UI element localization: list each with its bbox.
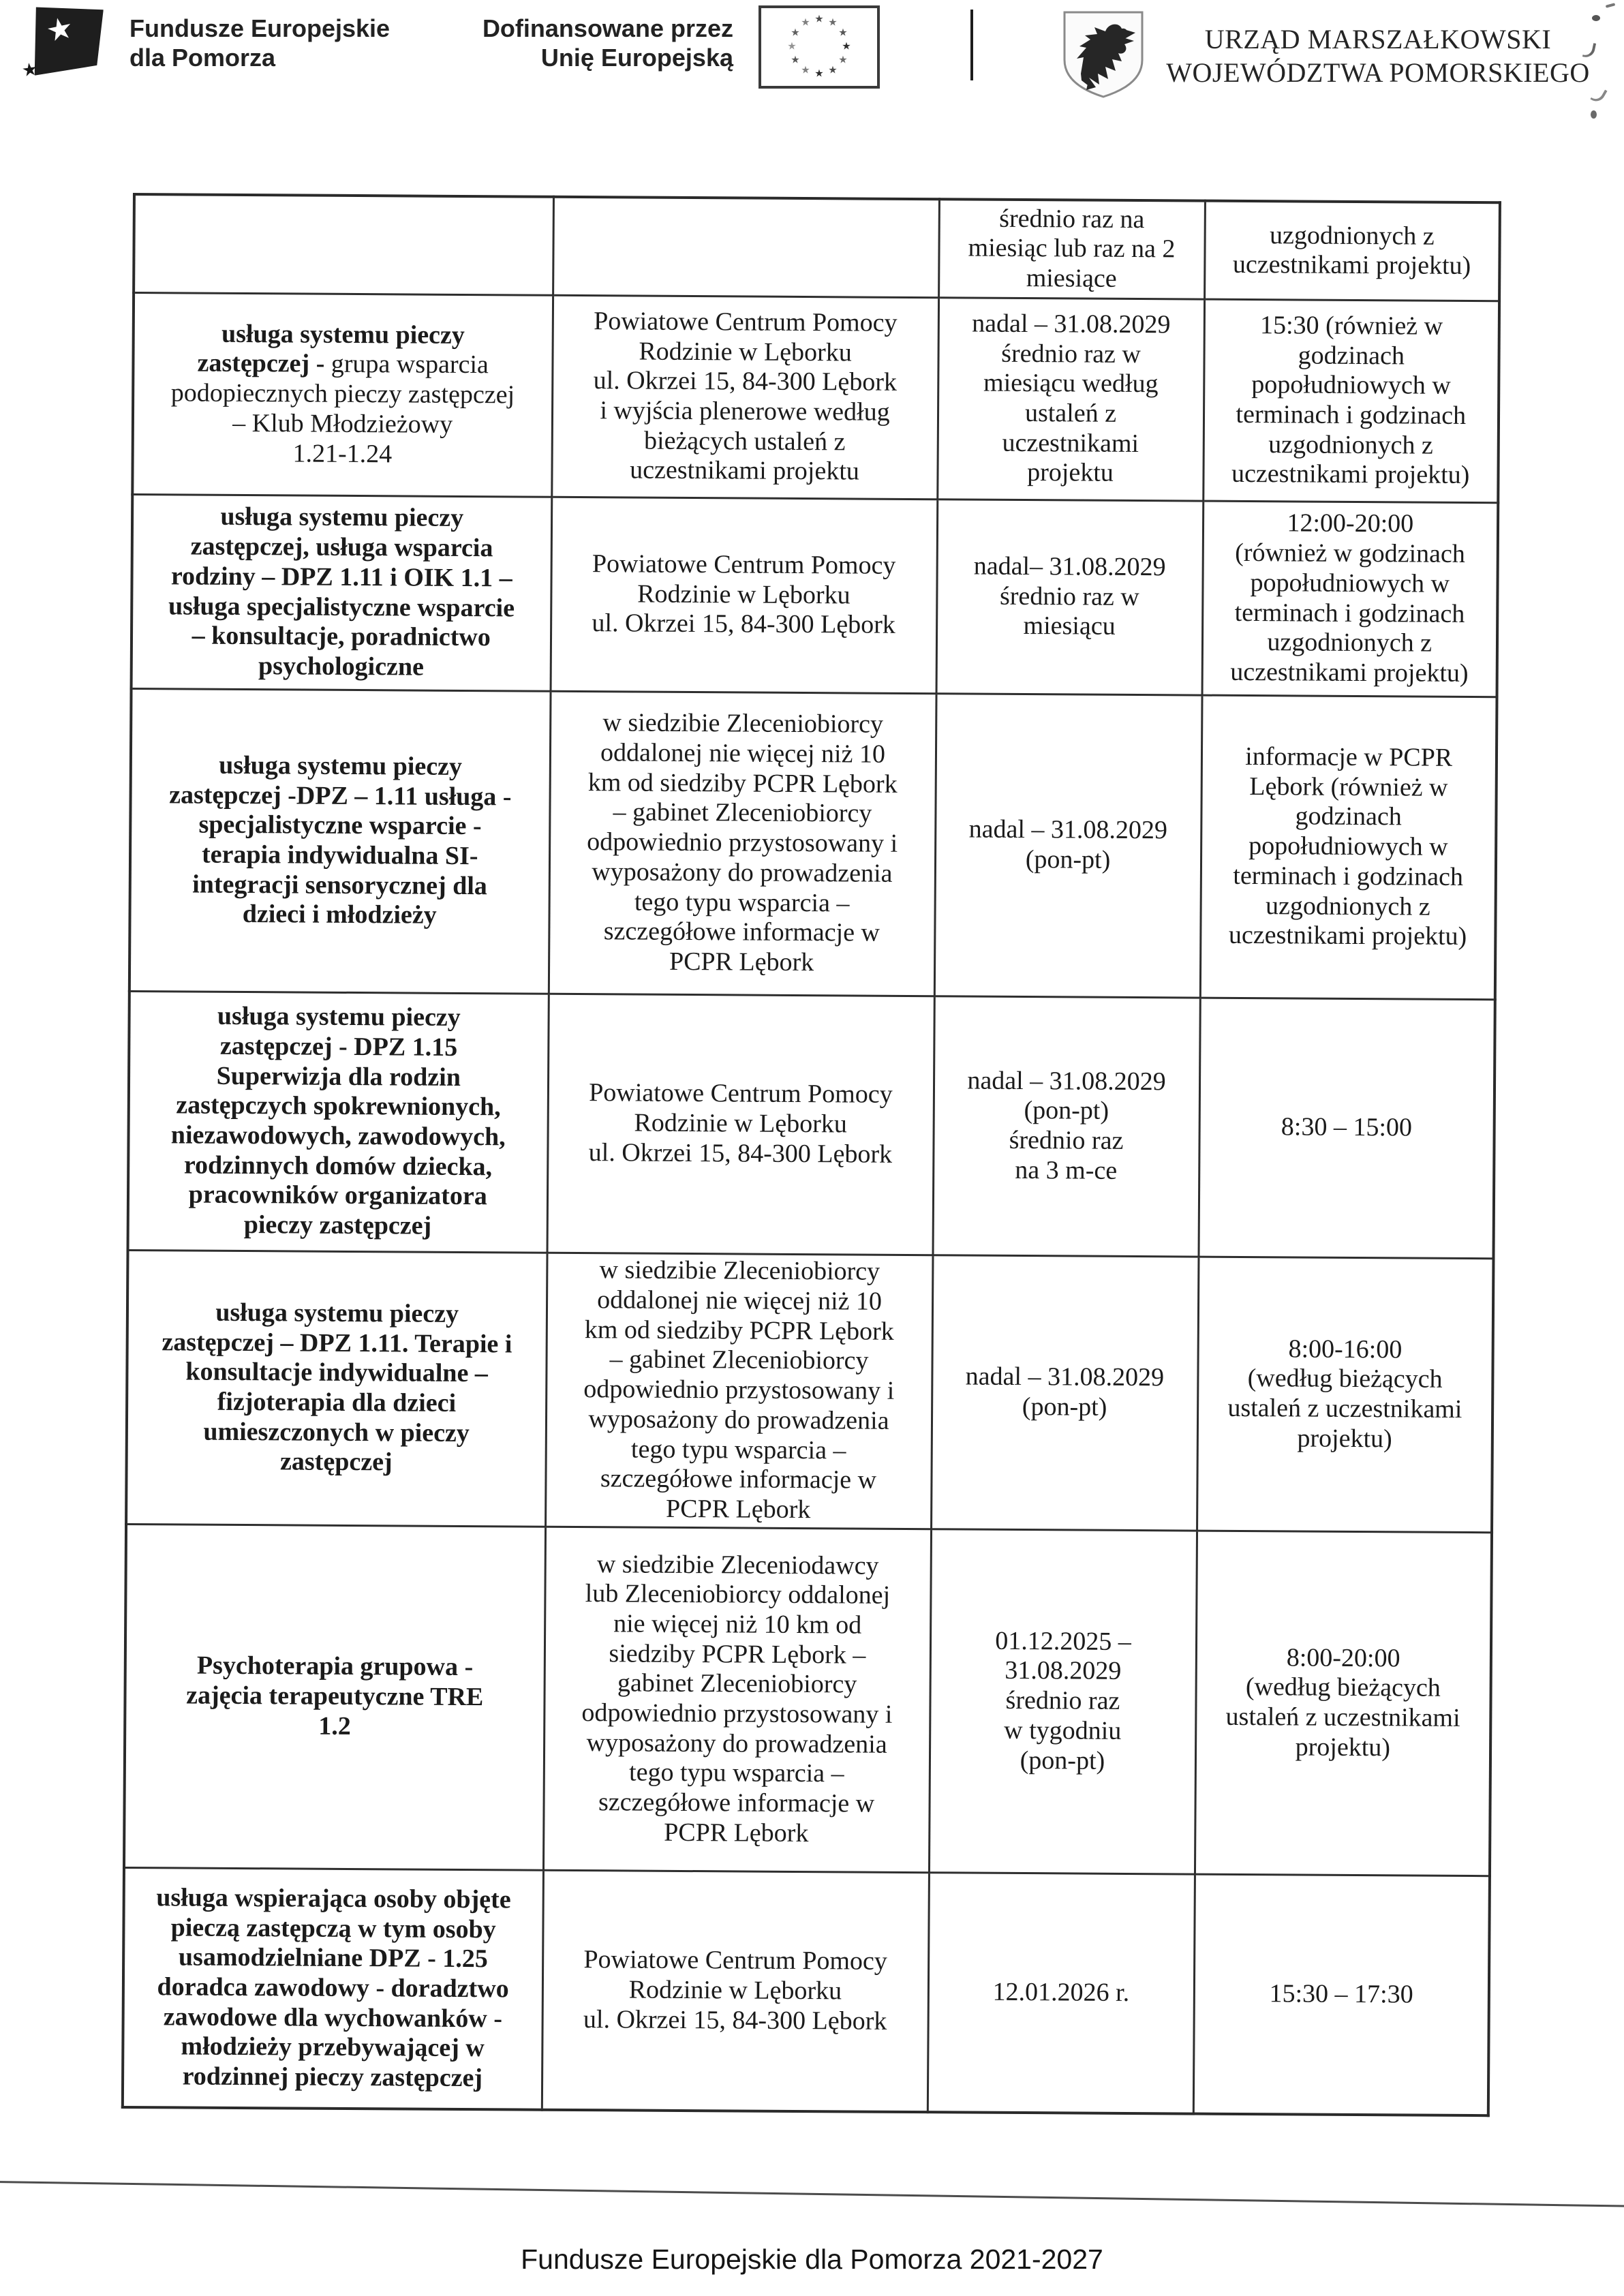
table-row [126,1250,1493,1532]
hours-cell: 8:00-16:00 (według bieżących ustaleń z uczestnikami projektu) [1197,1257,1493,1533]
eu-star-icon: ★ [828,65,838,76]
eu-star-icon: ★ [791,55,800,66]
schedule-cell: nadal– 31.08.2029 średnio raz w miesiącu [936,499,1204,694]
hours-cell: uzgodnionych z uczestnikami projektu) [1204,201,1500,301]
location-cell: Powiatowe Centrum Pomocy Rodzinie w Lęborku ul. Okrzei 15, 84-300 Lębork [547,994,934,1255]
service-cell [129,688,551,994]
schedule-cell: 01.12.2025 – 31.08.2029 średnio raz w tygodniu (pon-pt) [929,1529,1197,1873]
scan-artifact [1592,15,1600,21]
hours-cell: 8:30 – 15:00 [1198,998,1495,1259]
eu-star-icon: ★ [801,17,810,29]
fundusze-europejskie-logo [20,4,109,81]
location-cell: Powiatowe Centrum Pomocy Rodzinie w Lęborku ul. Okrzei 15, 84-300 Lębork [551,497,938,693]
schedule-cell: nadal – 31.08.2029 (pon-pt) [931,1255,1198,1530]
eu-star-icon: ★ [838,55,848,66]
eu-flag-icon [759,5,880,89]
table-row [129,688,1497,999]
service-title: usługa wspierająca osoby objęte pieczą zastępczą w tym osoby usamodzielniane DPZ - 1.25 doradca zawodowy - doradztwo zawodowe dla wychowanków - młodzieży przebywającej w rodzinnej pieczy zastępczej [156,1883,511,2093]
service-cell [126,1250,547,1527]
brand-title [129,14,390,72]
hours-cell: 8:00-20:00 (według bieżących ustaleń z uczestnikami projektu) [1195,1531,1492,1876]
service-cell [132,292,553,497]
eu-star-icon: ★ [838,27,848,39]
brand-line-1: Fundusze Europejskie [129,14,390,42]
service-cell [124,1524,545,1870]
schedule-cell: nadal – 31.08.2029 (pon-pt) [934,693,1202,997]
scan-artifact [1591,110,1597,119]
office-line-1: URZĄD MARSZAŁKOWSKI [1204,24,1552,55]
footer-program-title: Fundusze Europejskie dla Pomorza 2021-2027 [521,2244,1103,2275]
hours-cell: informacje w PCPR Lębork (również w godzinach popołudniowych w terminach i godzinach uzgodnionych z uczestnikami projektu) [1200,695,1497,1000]
eu-star-icon: ★ [801,65,810,76]
fe-black-star-icon: ★ [20,59,40,81]
table-row [128,991,1495,1258]
location-cell: Powiatowe Centrum Pomocy Rodzinie w Lęborku ul. Okrzei 15, 84-300 Lębork i wyjścia plenerowe według bieżących ustaleń z uczestnikami projektu [551,295,938,499]
schedule-cell: 12.01.2026 r. [928,1872,1195,2113]
table-row [124,1524,1492,1876]
service-title: Psychoterapia grupowa - zajęcia terapeutyczne TRE 1.2 [186,1651,484,1741]
schedule-cell: średnio raz na miesiąc lub raz na 2 miesiące [938,199,1205,299]
eu-star-icon: ★ [814,68,824,80]
office-name [1153,23,1603,90]
services-table [121,193,1501,2117]
table-row [123,1867,1490,2115]
service-cell [132,494,552,691]
hours-cell: 15:30 – 17:30 [1193,1874,1490,2116]
location-cell: w siedzibie Zleceniodawcy lub Zleceniobiorcy oddalonej nie więcej niż 10 km od siedziby PCPR Lębork – gabinet Zleceniobiorcy odpowiednio przystosowany i wyposażony do prowadzenia tego typu wsparcia – szczegółowe informacje w PCPR Lębork [543,1527,931,1872]
footer-divider-line [0,2181,1624,2207]
service-title: usługa systemu pieczy zastępczej - DPZ 1.15 Superwizja dla rodzin zastępczych spokrewnionych, niezawodowych, zawodowych, rodzinnych domów dziecka, pracowników organizatora pieczy zastępczej [170,1002,506,1240]
schedule-cell: nadal – 31.08.2029 (pon-pt) średnio raz na 3 m-ce [933,996,1200,1256]
header-divider-line [970,10,973,80]
table-row [132,494,1499,697]
service-title: usługa systemu pieczy zastępczej - [197,319,465,379]
brand-line-2: dla Pomorza [129,44,276,72]
location-cell [553,197,939,297]
service-cell [128,991,549,1253]
location-cell: w siedzibie Zleceniobiorcy oddalonej nie więcej niż 10 km od siedziby PCPR Lębork – gabinet Zleceniobiorcy odpowiednio przystosowany i wyposażony do prowadzenia tego typu wsparcia – szczegółowe informacje w PCPR Lębork [549,691,936,996]
funding-title [447,14,733,72]
eu-star-icon: ★ [828,17,838,29]
service-cell [123,1867,543,2110]
hours-cell: 12:00-20:00 (również w godzinach popołudniowych w terminach i godzinach uzgodnionych z uczestnikami projektu) [1202,501,1499,697]
office-line-2: WOJEWÓDZTWA POMORSKIEGO [1166,57,1590,88]
eu-star-icon: ★ [814,14,824,25]
location-cell: w siedzibie Zleceniobiorcy oddalonej nie więcej niż 10 km od siedziby PCPR Lębork – gabinet Zleceniobiorcy odpowiednio przystosowany i wyposażony do prowadzenia tego typu wsparcia – szczegółowe informacje w PCPR Lębork [545,1253,932,1529]
service-detail: grupa wsparcia podopiecznych pieczy zastępczej – Klub Młodzieżowy 1.21-1.24 [170,350,515,468]
eu-star-icon: ★ [791,27,800,39]
table-row [134,194,1500,301]
location-cell: Powiatowe Centrum Pomocy Rodzinie w Lęborku ul. Okrzei 15, 84-300 Lębork [542,1870,929,2112]
funding-line-2: Unię Europejską [540,44,733,72]
hours-cell: 15:30 (również w godzinach popołudniowych w terminach i godzinach uzgodnionych z uczestnikami projektu) [1203,299,1499,503]
eu-star-icon: ★ [842,41,851,52]
table-row [132,292,1499,502]
service-cell [134,194,553,295]
fe-white-star-icon: ★ [43,10,77,49]
service-title: usługa systemu pieczy zastępczej – DPZ 1.11. Terapie i konsultacje indywidualne – fizjoterapia dla dzieci umieszczonych w pieczy zastępczej [162,1298,512,1477]
service-title: usługa systemu pieczy zastępczej, usługa wsparcia rodziny – DPZ 1.11 i OIK 1.1 – usługa specjalistyczne wsparcie – konsultacje, poradnictwo psychologiczne [168,502,515,682]
schedule-cell: nadal – 31.08.2029 średnio raz w miesiącu według ustaleń z uczestnikami projektu [937,297,1204,500]
scan-artifact [1606,3,1616,7]
pomorskie-coat-of-arms-icon [1058,7,1149,101]
eu-star-icon: ★ [787,41,797,52]
funding-line-1: Dofinansowane przez [482,14,733,42]
service-title: usługa systemu pieczy zastępczej -DPZ – 1.11 usługa - specjalistyczne wsparcie - terapia indywidualna SI- integracji sensorycznej dla dzieci i młodzieży [169,750,512,930]
